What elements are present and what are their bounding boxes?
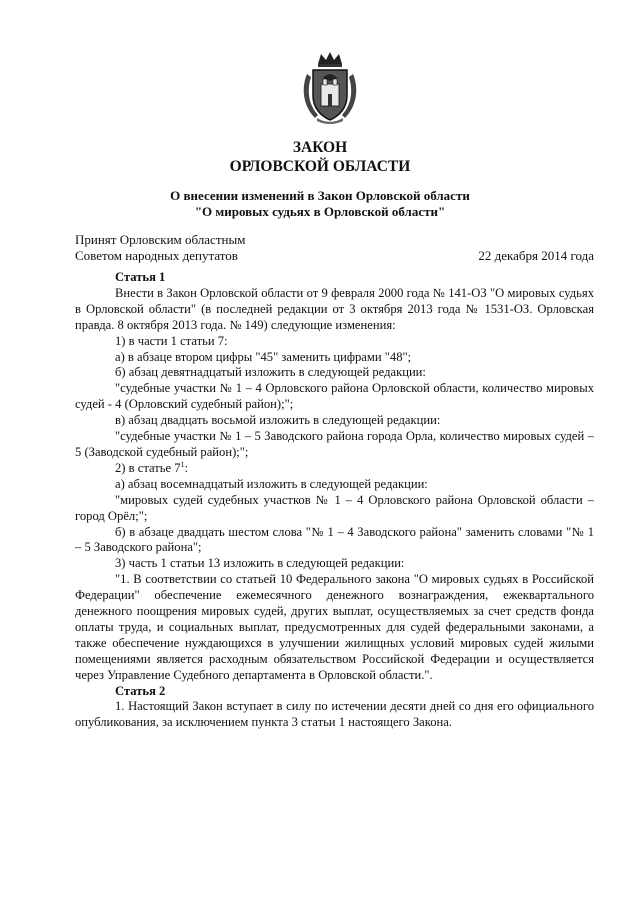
paragraph: а) в абзаце втором цифры "45" заменить цифрами "48";	[115, 349, 412, 364]
paragraph: в) абзац двадцать восьмой изложить в следующей редакции:	[115, 413, 441, 428]
paragraph	[75, 461, 594, 477]
adoption-line1: Принят Орловским областным	[75, 232, 246, 247]
paragraph: "1. В соответствии со статьей 10 Федерального закона "О мировых судьях в Российской Федерации" обеспечение ежемесячного денежного вознаграждения, ежеквартального денежного поощрения мировых судей, других выплат, осуществляемых за счет средств фонда оплаты труда, и социальных выплат, предусмотренных для судей федеральными законами, а также обеспечение нуждающихся в улучшении жилищных условий мировых судей жилыми помещениями является расходным обязательством Российской Федерации и осуществляется через Управление Судебного департамента в Орловской области.".	[75, 572, 594, 682]
document-title-line2: ОРЛОВСКОЙ ОБЛАСТИ	[229, 158, 411, 175]
article2-heading: Статья 2	[115, 683, 166, 698]
document-body	[75, 270, 594, 731]
paragraph: б) в абзаце двадцать шестом слова "№ 1 – 4 Заводского района" заменить словами "№ 1 – 5 Заводского района";	[75, 524, 594, 555]
document-subtitle-line2: "О мировых судьях в Орловской области"	[194, 204, 446, 219]
paragraph: 3) часть 1 статьи 13 изложить в следующей редакции:	[115, 556, 405, 571]
paragraph: "судебные участки № 1 – 5 Заводского района города Орла, количество мировых судей – 5 (Заводской судебный район);";	[75, 429, 594, 459]
adoption-date: 22 декабря 2014 года	[478, 248, 594, 263]
document-subtitle-line1: О внесении изменений в Закон Орловской области	[170, 188, 470, 203]
adoption-line2: Советом народных депутатов	[75, 248, 238, 263]
superscript: 1	[180, 459, 185, 469]
paragraph: а) абзац восемнадцатый изложить в следующей редакции:	[115, 476, 428, 491]
document-title-line1: ЗАКОН	[292, 139, 348, 156]
paragraph: "мировых судей судебных участков № 1 – 4 Орловского района Орловской области – город Орёл;";	[75, 492, 594, 523]
paragraph: 1) в части 1 статьи 7:	[115, 333, 228, 348]
paragraph: б) абзац девятнадцатый изложить в следующей редакции:	[115, 365, 426, 380]
orel-oblast-coat-of-arms-icon	[299, 50, 361, 126]
paragraph: "судебные участки № 1 – 4 Орловского района Орловской области, количество мировых судей - 4 (Орловский судебный район);";	[75, 381, 594, 412]
paragraph-text: :	[184, 460, 189, 475]
paragraph: 1. Настоящий Закон вступает в силу по истечении десяти дней со дня его официального опубликования, за исключением пункта 3 статьи 1 настоящего Закона.	[75, 699, 594, 730]
paragraph: Внести в Закон Орловской области от 9 февраля 2000 года № 141-ОЗ "О мировых судьях в Орловской области" (в последней редакции от 3 октября 2013 года № 1531-ОЗ. Орловская правда. 8 октября 2013 года. № 149) следующие изменения:	[75, 285, 594, 332]
article1-heading: Статья 1	[115, 270, 166, 284]
paragraph-text: 2) в статье 7	[115, 460, 181, 475]
